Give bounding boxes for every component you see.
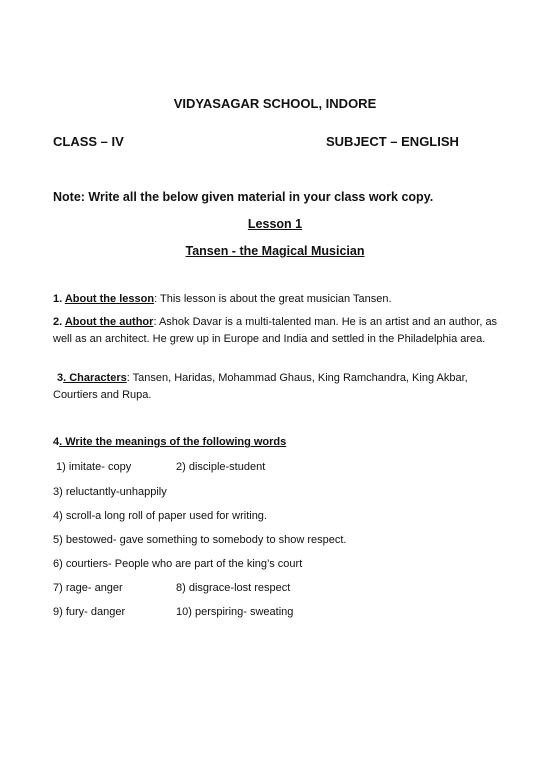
about-lesson-heading: About the lesson: [64, 293, 155, 305]
word-item: 4) scroll-a long roll of paper used for writing.: [53, 510, 267, 522]
section-number: 1.: [53, 293, 65, 305]
characters-paragraph: [53, 370, 498, 404]
section-number: 4: [53, 436, 60, 448]
lesson-title: Tansen - the Magical Musician: [185, 244, 365, 258]
meanings-heading-line: [53, 434, 498, 450]
word-item: 6) courtiers- People who are part of the king’s court: [53, 558, 303, 570]
section-number: 2.: [53, 316, 65, 328]
subject-label: SUBJECT – ENGLISH: [326, 134, 459, 149]
about-author-text: : Ashok Davar is a multi-talented man. He is an artist and an author, as well as an architect. He grew up in Europe and India and settled in the Philadelphia area.: [53, 316, 498, 345]
word-item: 5) bestowed- gave something to somebody to show respect.: [53, 534, 347, 546]
word-item: 10) perspiring- sweating: [176, 606, 294, 618]
word-item: 8) disgrace-lost respect: [176, 582, 291, 594]
school-name: VIDYASAGAR SCHOOL, INDORE: [173, 96, 377, 111]
instruction-note: Note: Write all the below given material in your class work copy.: [53, 190, 434, 204]
characters-text: : Tansen, Haridas, Mohammad Ghaus, King Ramchandra, King Akbar, Courtiers and Rupa.: [53, 372, 468, 401]
characters-heading: . Characters: [63, 372, 127, 384]
word-item: 2) disciple-student: [176, 461, 266, 473]
word-item: 3) reluctantly-unhappily: [53, 486, 167, 498]
class-label: CLASS – IV: [53, 134, 124, 149]
word-item: 7) rage- anger: [53, 582, 123, 594]
about-author-paragraph: [53, 314, 498, 348]
about-author-heading: About the author: [64, 316, 154, 328]
word-item: 1) imitate- copy: [56, 461, 132, 473]
about-lesson-text: : This lesson is about the great musician Tansen.: [154, 293, 392, 305]
meanings-heading: . Write the meanings of the following words: [59, 436, 287, 448]
section-number: 3: [57, 372, 64, 384]
about-lesson-paragraph: [53, 291, 498, 307]
word-item: 9) fury- danger: [53, 606, 126, 618]
lesson-number: Lesson 1: [247, 217, 303, 231]
